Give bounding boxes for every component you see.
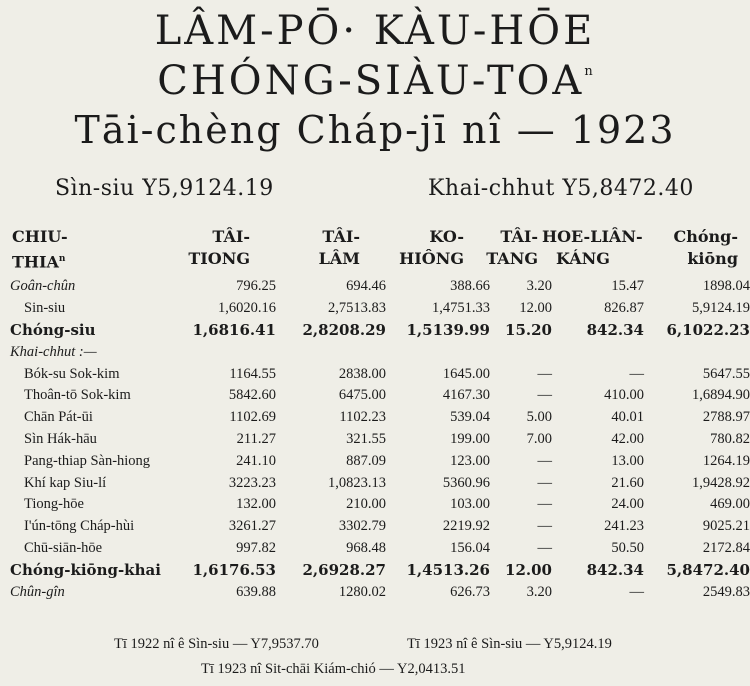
column-header-chongkiong: Chóng- kiōng	[673, 227, 738, 268]
row-label: Chóng-siu	[10, 321, 96, 340]
cell-value: 1,6894.90	[692, 387, 750, 404]
cell-value	[386, 341, 490, 363]
cell-value: 3.20	[526, 583, 552, 600]
row-label: Chóng-kiōng-khai	[10, 561, 161, 580]
cell-value: 50.50	[611, 539, 644, 556]
footer-income-1923: Tī 1923 nî ê Sìn-siu — Y5,9124.19	[407, 636, 612, 652]
cell-value: 321.55	[346, 430, 386, 447]
cell-value: —	[537, 474, 552, 491]
row-label: Chū-siān-hōe	[24, 539, 103, 556]
row-label: Thoân-tō Sok-kim	[24, 387, 131, 404]
cell-value	[644, 341, 750, 363]
cell-value: 5842.60	[228, 387, 276, 404]
row-label: Pang-thiap Sàn-hiong	[24, 452, 151, 469]
cell-value: 13.00	[611, 452, 644, 469]
cell-value: 842.34	[586, 561, 644, 580]
subtitle-text: CHÓNG-SIÀU-TOA	[157, 58, 585, 104]
cell-value: 15.47	[611, 278, 644, 295]
cell-value: 539.04	[450, 409, 490, 426]
cell-value: 1898.04	[702, 278, 750, 295]
table-row	[6, 298, 750, 320]
cell-value: 21.60	[611, 474, 644, 491]
cell-value	[552, 341, 644, 363]
cell-value: 780.82	[710, 430, 750, 447]
table-row	[6, 494, 750, 516]
header-label-line2: THIA$^n$	[12, 252, 66, 272]
cell-value: 1102.69	[229, 409, 276, 426]
table-row	[6, 538, 750, 560]
row-label: Chûn-gîn	[10, 583, 65, 600]
cell-value: 1,4751.33	[432, 300, 490, 317]
cell-value: 1102.23	[339, 409, 386, 426]
cell-value: 132.00	[236, 496, 276, 513]
cell-value: 241.10	[236, 452, 276, 469]
cell-value: 1,6176.53	[192, 561, 276, 580]
table-row	[6, 385, 750, 407]
cell-value: 2219.92	[442, 518, 490, 535]
row-label: Khai-chhut :—	[10, 343, 97, 360]
cell-value: 12.00	[519, 300, 552, 317]
header-label-superscript: n	[58, 254, 66, 264]
table-row	[6, 276, 750, 298]
cell-value: 3223.23	[228, 474, 276, 491]
cell-value: —	[537, 365, 552, 382]
cell-value: 156.04	[450, 539, 490, 556]
cell-value: 1,6816.41	[192, 321, 276, 340]
cell-value: 3.20	[526, 278, 552, 295]
cell-value: —	[629, 365, 644, 382]
cell-value: 42.00	[611, 430, 644, 447]
cell-value: 2,7513.83	[328, 300, 386, 317]
cell-value: 2,6928.27	[302, 561, 386, 580]
cell-value: —	[537, 539, 552, 556]
cell-value: 6,1022.23	[666, 321, 750, 340]
row-label: Goân-chûn	[10, 278, 76, 295]
cell-value: 211.27	[236, 430, 276, 447]
cell-value: 1164.55	[229, 365, 276, 382]
cell-value: 40.01	[611, 409, 644, 426]
cell-value: 123.00	[450, 452, 490, 469]
cell-value: 3302.79	[338, 518, 386, 535]
page-subtitle	[0, 58, 750, 104]
cell-value: 626.73	[450, 583, 490, 600]
row-label: Tiong-hōe	[24, 496, 84, 513]
cell-value: 1280.02	[338, 583, 386, 600]
cell-value: 469.00	[710, 496, 750, 513]
page-year-line: Tāi-chèng Cháp-jī nî — 1923	[74, 108, 676, 152]
cell-value: 5.00	[526, 409, 552, 426]
cell-value: 2172.84	[702, 539, 750, 556]
table-row	[6, 341, 750, 363]
cell-value: 2788.97	[702, 409, 750, 426]
ledger-table	[6, 276, 750, 603]
cell-value: 9025.21	[702, 518, 750, 535]
cell-value: 5360.96	[442, 474, 490, 491]
cell-value	[490, 341, 552, 363]
cell-value: 388.66	[450, 278, 490, 295]
cell-value: 24.00	[611, 496, 644, 513]
cell-value: 1,0823.13	[328, 474, 386, 491]
cell-value: 968.48	[346, 539, 386, 556]
cell-value	[192, 341, 276, 363]
table-row	[6, 407, 750, 429]
row-label: Bók-su Sok-kim	[24, 365, 120, 382]
column-header-kohiong: KO- HIÔNG	[399, 227, 464, 268]
cell-value: 241.23	[604, 518, 644, 535]
cell-value: 103.00	[450, 496, 490, 513]
cell-value: 887.09	[346, 452, 386, 469]
column-header-tailam: TÂI- LÂM	[318, 227, 360, 268]
cell-value: 12.00	[505, 561, 552, 580]
cell-value: —	[537, 387, 552, 404]
footer-income-1922: Tī 1922 nî ê Sìn-siu — Y7,9537.70	[114, 636, 319, 652]
cell-value: 796.25	[236, 278, 276, 295]
cell-value: 410.00	[604, 387, 644, 404]
cell-value: 1,4513.26	[406, 561, 490, 580]
cell-value: 639.88	[236, 583, 276, 600]
cell-value: 2549.83	[702, 583, 750, 600]
cell-value	[276, 341, 386, 363]
column-header-label	[12, 226, 68, 273]
cell-value: —	[537, 452, 552, 469]
cell-value: —	[537, 518, 552, 535]
table-row	[6, 363, 750, 385]
total-expense-summary: Khai-chhut Y5,8472.40	[428, 176, 694, 201]
cell-value: —	[537, 496, 552, 513]
row-label: Sin-siu	[24, 300, 66, 317]
row-label: Khí kap Siu-lí	[24, 474, 107, 491]
cell-value: 2,8208.29	[302, 321, 386, 340]
cell-value: 1,9428.92	[692, 474, 750, 491]
footer-balance-1923: Tī 1923 nî Sit-chāi Kiám-chió — Y2,0413.51	[201, 661, 466, 677]
cell-value: 2838.00	[338, 365, 386, 382]
table-row	[6, 429, 750, 451]
cell-value: 1,6020.16	[218, 300, 276, 317]
column-header-hoeliankang: HOE-LIÂN- KÁNG	[542, 227, 643, 268]
cell-value: 3261.27	[228, 518, 276, 535]
cell-value: 997.82	[236, 539, 276, 556]
table-row	[6, 320, 750, 342]
row-label: Sìn Hák-hāu	[24, 430, 97, 447]
cell-value: 1264.19	[702, 452, 750, 469]
cell-value: —	[629, 583, 644, 600]
cell-value: 15.20	[505, 321, 552, 340]
table-row	[6, 559, 750, 581]
cell-value: 842.34	[586, 321, 644, 340]
cell-value: 7.00	[526, 430, 552, 447]
cell-value: 1,5139.99	[406, 321, 490, 340]
table-row	[6, 472, 750, 494]
subtitle-superscript: n	[584, 64, 593, 79]
cell-value: 1645.00	[442, 365, 490, 382]
table-row	[6, 450, 750, 472]
total-income-summary: Sìn-siu Y5,9124.19	[55, 176, 274, 201]
column-header-taitang: TÂI- TANG	[486, 227, 538, 268]
row-label: Chān Pát-ūi	[24, 409, 93, 426]
page-title: LÂM-PŌ· KÀU-HŌE	[154, 8, 596, 54]
table-row	[6, 581, 750, 603]
cell-value: 210.00	[346, 496, 386, 513]
column-header-taitiong: TÂI- TIONG	[188, 227, 250, 268]
cell-value: 4167.30	[442, 387, 490, 404]
table-row	[6, 516, 750, 538]
cell-value: 199.00	[450, 430, 490, 447]
cell-value: 694.46	[346, 278, 386, 295]
cell-value: 5647.55	[702, 365, 750, 382]
cell-value: 5,9124.19	[692, 300, 750, 317]
cell-value: 826.87	[604, 300, 644, 317]
row-label: I'ún-tōng Cháp-hùi	[24, 518, 135, 535]
cell-value: 6475.00	[338, 387, 386, 404]
header-label-line1: CHIU-	[12, 227, 68, 246]
cell-value: 5,8472.40	[666, 561, 750, 580]
